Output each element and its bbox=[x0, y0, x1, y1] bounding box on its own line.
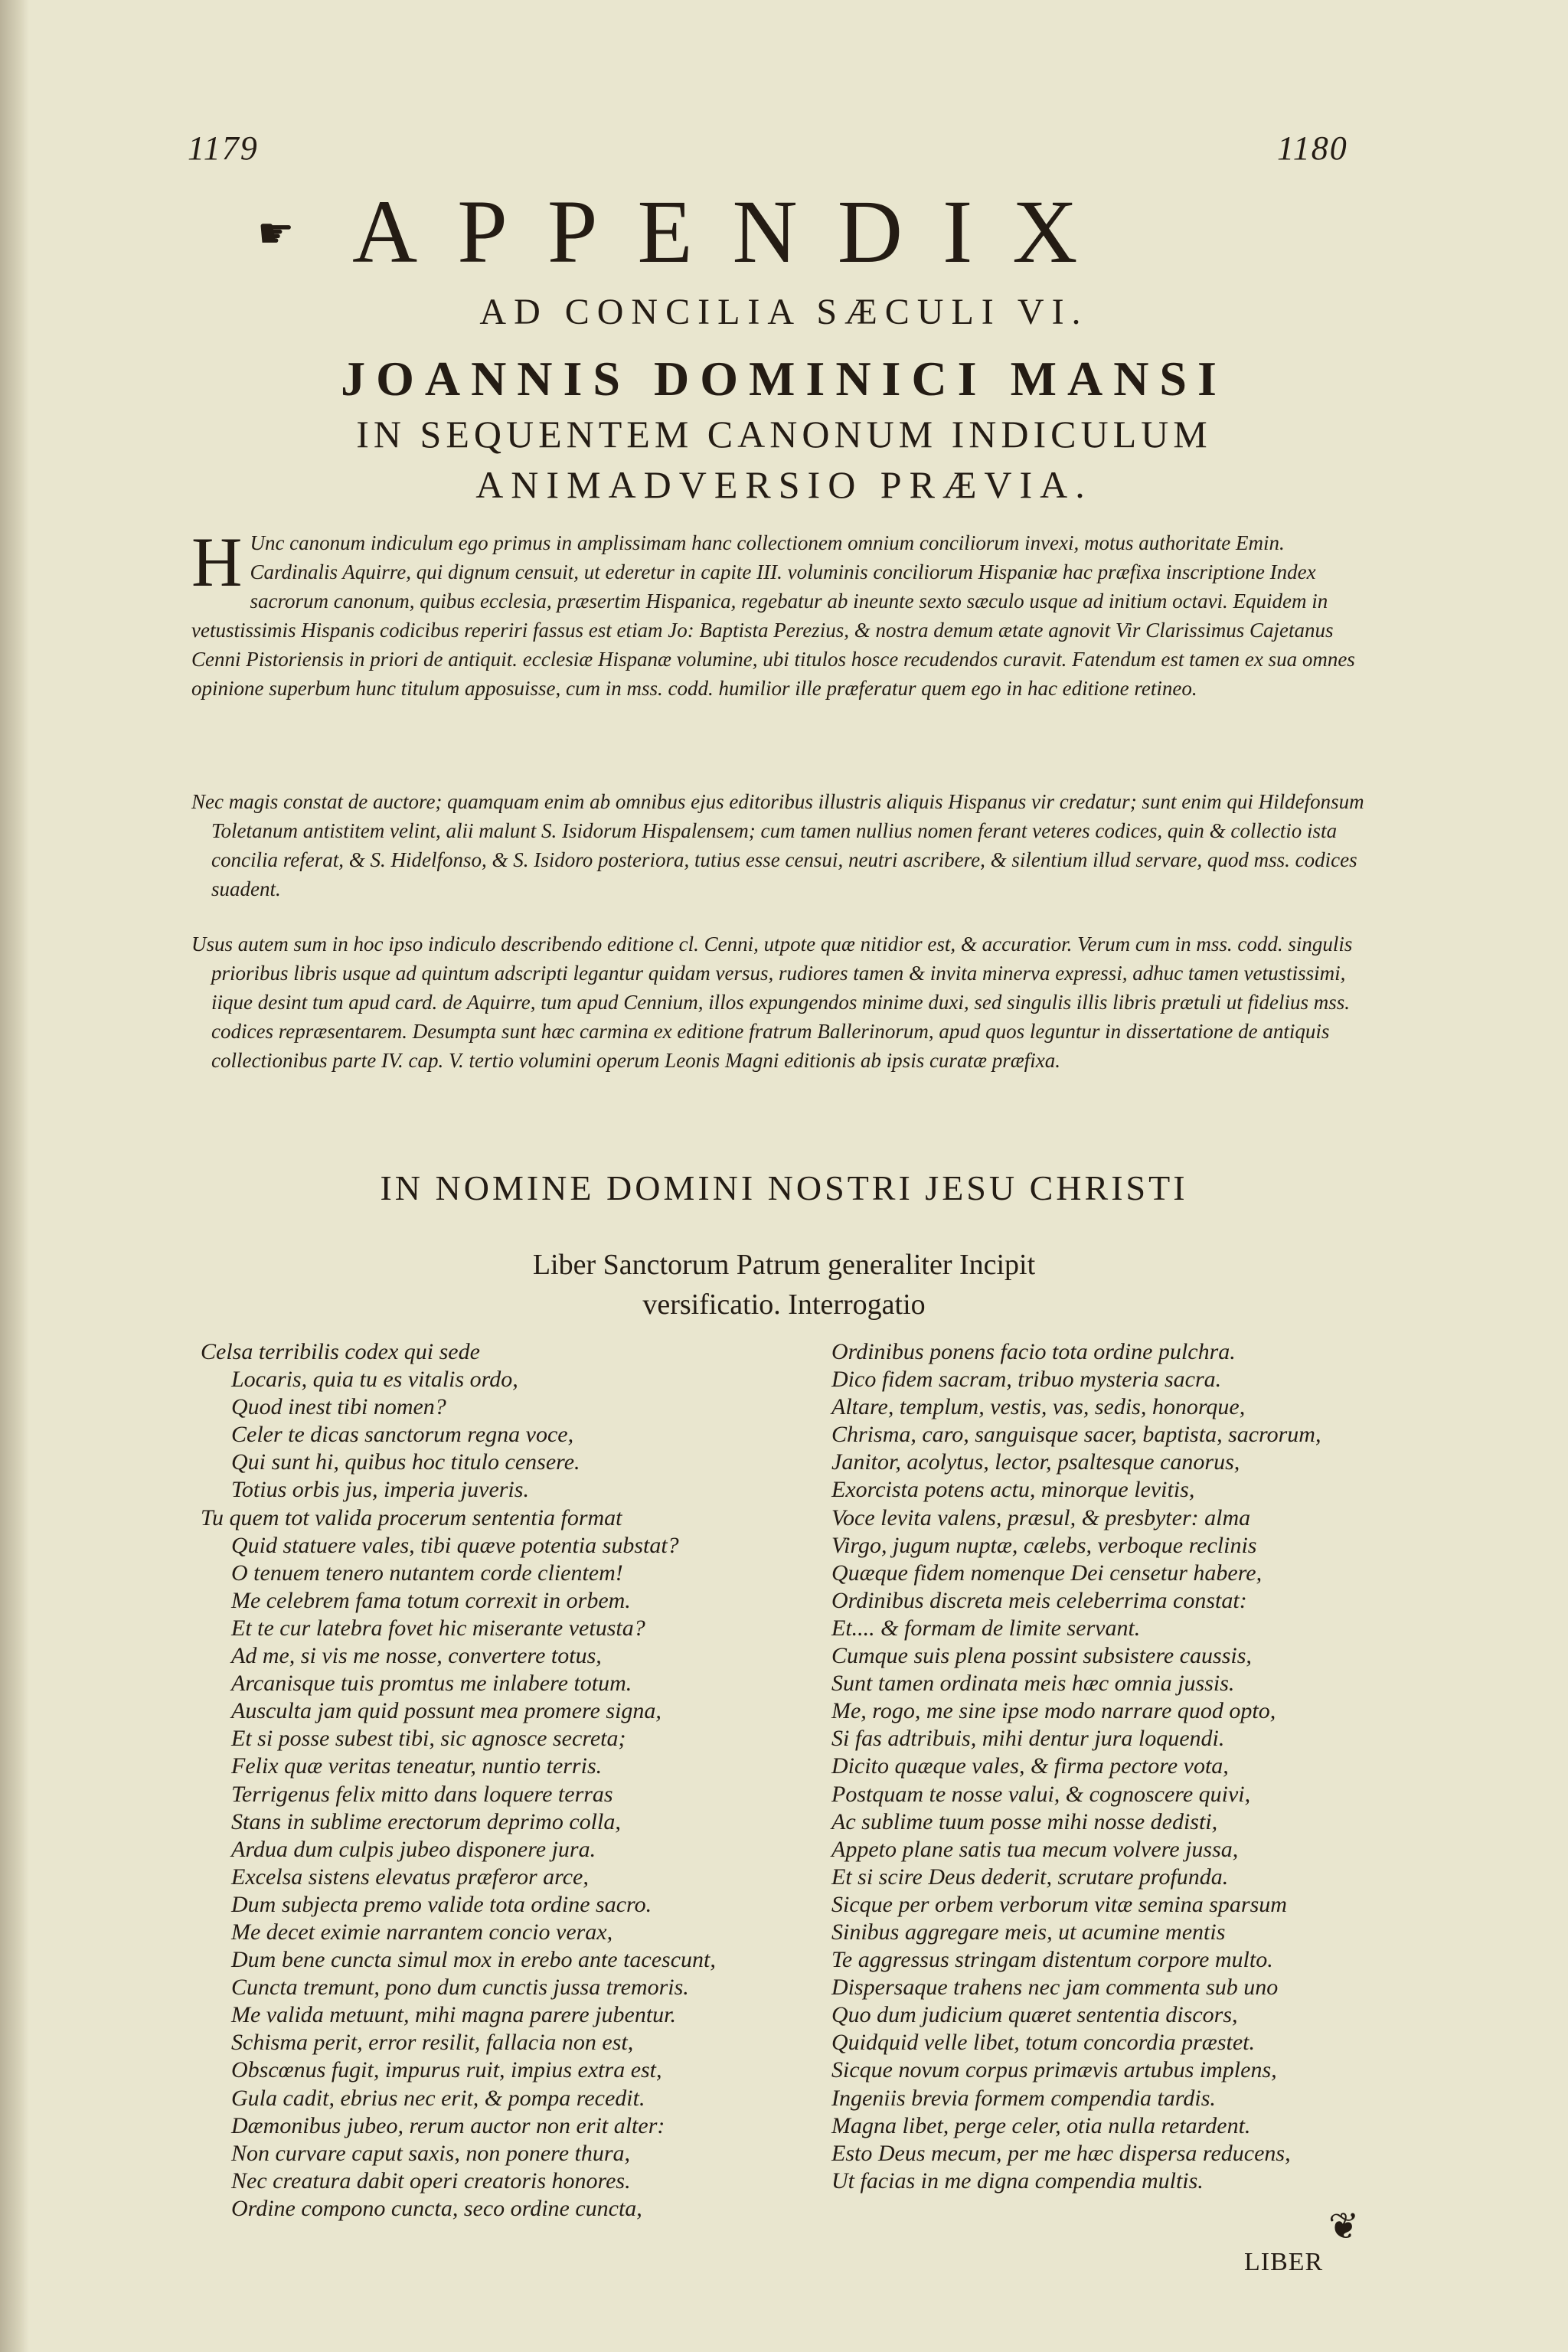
verse-line: Cuncta tremunt, pono dum cunctis jussa tremoris. bbox=[231, 1975, 689, 2001]
verse-line: Exorcista potens actu, minorque levitis, bbox=[831, 1477, 1195, 1503]
intro-paragraph-1 bbox=[191, 523, 1355, 703]
intro-paragraph-3: Usus autem sum in hoc ipso indiculo describendo editione cl. Cenni, utpote quæ nitidior est, & accuratior. Verum cum in mss. codd. singulis prioribus libris usque ad quintum adscripti legantur quidam versus, rudiores tamen & invita minerva expressi, adhuc tamen vetustissimi, iique desint tum apud card. de Aquirre, tum apud Cennium, illos expungendos minime duxi, sed singulis illis libris prætuli ut fidelius mss. codices repræsentarem. Desumpta sunt hæc carmina ex editione fratrum Ballerinorum, apud quos leguntur in dissertatione de antiquis collectionibus parte IV. cap. V. tertio volumini operum Leonis Magni editionis ab ipsis curatæ præfixa. bbox=[191, 933, 1353, 1072]
liber-heading bbox=[0, 1245, 1568, 1325]
verse-line: Chrisma, caro, sanguisque sacer, baptista, sacrorum, bbox=[831, 1422, 1321, 1448]
verse-line: Qui sunt hi, quibus hoc titulo censere. bbox=[231, 1449, 580, 1475]
verse-line: O tenuem tenero nutantem corde clientem! bbox=[231, 1560, 623, 1586]
verse-line: Voce levita valens, præsul, & presbyter: alma bbox=[831, 1504, 1251, 1530]
verse-line: Ingeniis brevia formem compendia tardis. bbox=[831, 2085, 1216, 2111]
invocation-heading: IN NOMINE DOMINI NOSTRI JESU CHRISTI bbox=[380, 1168, 1188, 1207]
page-number-left: 1179 bbox=[188, 129, 259, 167]
verse-line: Dum subjecta premo valide tota ordine sacro. bbox=[231, 1891, 652, 1917]
verse-line: Ac sublime tuum posse mihi nosse dedisti, bbox=[831, 1808, 1218, 1834]
verse-line: Obscœnus fugit, impurus ruit, impius extra est, bbox=[231, 2057, 662, 2083]
verse-line: Cumque suis plena possint subsistere caussis, bbox=[831, 1643, 1252, 1669]
verse-line: Gula cadit, ebrius nec erit, & pompa recedit. bbox=[231, 2085, 645, 2111]
verse-line: Me valida metuunt, mihi magna parere jubentur. bbox=[231, 2002, 677, 2028]
page-number-right: 1180 bbox=[1277, 129, 1348, 167]
verse-line: Appeto plane satis tua mecum volvere jussa, bbox=[831, 1836, 1239, 1862]
drop-cap: H bbox=[191, 523, 243, 601]
verse-line: Locaris, quia tu es vitalis ordo, bbox=[231, 1367, 518, 1393]
verse-line: Dum bene cuncta simul mox in erebo ante tacescunt, bbox=[231, 1947, 716, 1973]
verse-line: Virgo, jugum nuptæ, cælebs, verboque reclinis bbox=[831, 1532, 1257, 1558]
intro-paragraph-2: Nec magis constat de auctore; quamquam enim ab omnibus ejus editoribus illustris aliquis Hispanus vir credatur; sunt enim qui Hildefonsum Toletanum antistitem velint, alii malunt S. Isidorum Hispalensem; cum tamen nullius nomen ferant veteres codices, quin & collectio ista concilia referat, & S. Hidelfonso, & S. Isidoro posteriora, tutius esse censui, neutri ascribere, & silentium illud servare, quod mss. codices suadent. bbox=[191, 790, 1364, 900]
verse-line: Postquam te nosse valui, & cognoscere quivi, bbox=[831, 1781, 1251, 1807]
verse-line: Quo dum judicium quæret sententia discors, bbox=[831, 2002, 1238, 2028]
verse-line: Terrigenus felix mitto dans loquere terras bbox=[231, 1781, 613, 1807]
verse-line: Dico fidem sacram, tribuo mysteria sacra. bbox=[831, 1367, 1222, 1393]
verse-line: Janitor, acolytus, lector, psaltesque canorus, bbox=[831, 1449, 1240, 1475]
verse-line: Ordinibus discreta meis celeberrima constat: bbox=[831, 1587, 1247, 1613]
verse-line: Ordinibus ponens facio tota ordine pulchra. bbox=[831, 1339, 1236, 1364]
verse-line: Nec creatura dabit operi creatoris honores. bbox=[231, 2167, 631, 2194]
verse-line: Stans in sublime erectorum deprimo colla, bbox=[231, 1808, 621, 1834]
verse-line: Altare, templum, vestis, vas, sedis, honorque, bbox=[831, 1394, 1246, 1420]
poem-column-left bbox=[201, 1338, 798, 2223]
verse-line: Felix quæ veritas teneatur, nuntio terris. bbox=[231, 1753, 603, 1779]
subtitle-indiculum: IN SEQUENTEM CANONUM INDICULUM bbox=[356, 413, 1212, 456]
verse-line: Quod inest tibi nomen? bbox=[231, 1394, 446, 1420]
verse-line: Ardua dum culpis jubeo disponere jura. bbox=[231, 1836, 596, 1862]
pointing-hand-icon: ☛ bbox=[257, 211, 295, 256]
verse-line: Me decet eximie narrantem concio verax, bbox=[231, 1919, 613, 1945]
verse-line: Et si scire Deus dederit, scrutare profunda. bbox=[831, 1864, 1229, 1890]
verse-line: Dicito quæque vales, & firma pectore vota, bbox=[831, 1753, 1229, 1779]
verse-line: Quæque fidem nomenque Dei censetur habere, bbox=[831, 1560, 1263, 1586]
verse-line: Si fas adtribuis, mihi dentur jura loquendi. bbox=[831, 1726, 1225, 1752]
verse-line: Excelsa sistens elevatus præferor arce, bbox=[231, 1864, 589, 1890]
verse-line: Celer te dicas sanctorum regna voce, bbox=[231, 1422, 574, 1448]
verse-line: Celsa terribilis codex qui sede bbox=[201, 1339, 480, 1364]
page-title: APPENDIX bbox=[352, 181, 1118, 282]
verse-line: Et.... & formam de limite servant. bbox=[831, 1615, 1141, 1641]
verse-line: Sicque novum corpus primævis artubus implens, bbox=[831, 2057, 1277, 2083]
subtitle-animadversio: ANIMADVERSIO PRÆVIA. bbox=[475, 463, 1093, 506]
intro-paragraph-1-text: Unc canonum indiculum ego primus in amplissimam hanc collectionem omnium conciliorum invexi, motus authoritate Emin. Cardinalis Aquirre, qui dignum censuit, ut ederetur in capite III. voluminis conciliorum Hispaniæ hac præfixa inscriptione Index sacrorum canonum, quibus ecclesia, præsertim Hispanica, regebatur ab ineunte sexto sæculo usque ad initium octavi. Equidem in vetustissimis Hispanis codicibus reperiri fassus est etiam Jo: Baptista Perezius, & nostra demum ætate agnovit Vir Clarissimus Cajetanus Cenni Pistoriensis in priori de antiquit. ecclesiæ Hispanæ volumine, ubi titulos hosce recudendos curavit. Fatendum est tamen ex sua omnes opinione superbum hunc titulum apposuisse, cum in mss. codd. humilior ille præferatur quem ego in hac editione retineo. bbox=[191, 531, 1355, 700]
verse-line: Esto Deus mecum, per me hæc dispersa reducens, bbox=[831, 2140, 1291, 2166]
catchword: LIBER bbox=[1244, 2248, 1324, 2276]
verse-line: Et te cur latebra fovet hic miserante vetusta? bbox=[231, 1615, 645, 1641]
verse-line: Totius orbis jus, imperia juveris. bbox=[231, 1477, 529, 1503]
liber-heading-line-1: Liber Sanctorum Patrum generaliter Incipit bbox=[532, 1249, 1036, 1281]
subtitle-author: JOANNIS DOMINICI MANSI bbox=[341, 351, 1227, 406]
verse-line: Quidquid velle libet, totum concordia præstet. bbox=[831, 2030, 1255, 2056]
verse-line: Schisma perit, error resilit, fallacia non est, bbox=[231, 2030, 634, 2056]
verse-line: Ad me, si vis me nosse, convertere totus, bbox=[231, 1643, 602, 1669]
verse-line: Ordine compono cuncta, seco ordine cuncta, bbox=[231, 2195, 642, 2221]
title-row bbox=[253, 182, 1325, 282]
verse-line: Arcanisque tuis promtus me inlabere totum. bbox=[231, 1671, 632, 1697]
verse-line: Non curvare caput saxis, non ponere thura, bbox=[231, 2140, 631, 2166]
liber-heading-line-2: versificatio. Interrogatio bbox=[642, 1289, 926, 1321]
verse-line: Dæmonibus jubeo, rerum auctor non erit alter: bbox=[231, 2112, 665, 2138]
verse-line: Ausculta jam quid possunt mea promere signa, bbox=[231, 1698, 662, 1724]
verse-line: Ut facias in me digna compendia multis. bbox=[831, 2167, 1204, 2194]
verse-line: Sunt tamen ordinata meis hæc omnia jussis. bbox=[831, 1671, 1235, 1697]
verse-line: Sinibus aggregare meis, ut acumine mentis bbox=[831, 1919, 1226, 1945]
verse-line: Te aggressus stringam distentum corpore multo. bbox=[831, 1947, 1273, 1973]
printer-ornament-icon: ❦ bbox=[1328, 2207, 1360, 2247]
verse-line: Dispersaque trahens nec jam commenta sub uno bbox=[831, 1975, 1279, 2001]
verse-line: Sicque per orbem verborum vitæ semina sparsum bbox=[831, 1891, 1287, 1917]
verse-line: Magna libet, perge celer, otia nulla retardent. bbox=[831, 2112, 1251, 2138]
verse-line: Me, rogo, me sine ipse modo narrare quod opto, bbox=[831, 1698, 1276, 1724]
verse-line: Tu quem tot valida procerum sententia format bbox=[201, 1504, 622, 1530]
poem-column-right bbox=[831, 1338, 1383, 2195]
subtitle-concilia: AD CONCILIA SÆCULI VI. bbox=[479, 292, 1089, 332]
verse-line: Me celebrem fama totum correxit in orbem. bbox=[231, 1587, 631, 1613]
verse-line: Et si posse subest tibi, sic agnosce secreta; bbox=[231, 1726, 626, 1752]
verse-line: Quid statuere vales, tibi quæve potentia substat? bbox=[231, 1532, 679, 1558]
